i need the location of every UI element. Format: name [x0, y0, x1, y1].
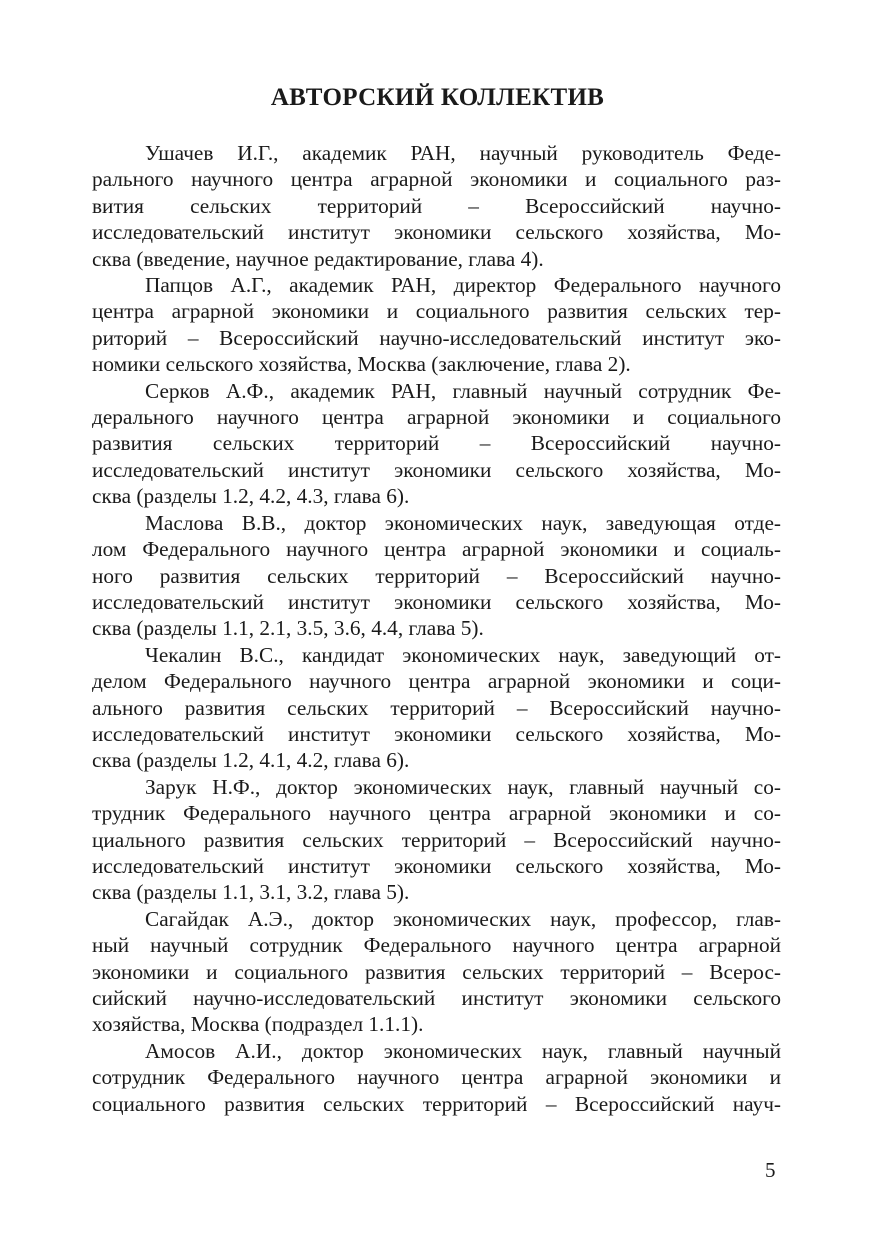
text-line: экономики и социального развития сельских территорий – Всерос-	[92, 959, 781, 984]
text-line: номики сельского хозяйства, Москва (заключение, глава 2).	[92, 352, 631, 377]
text-line: Сагайдак А.Э., доктор экономических наук, профессор, глав-	[145, 906, 781, 931]
author-paragraph	[92, 378, 781, 510]
text-line: риторий – Всероссийский научно-исследовательский институт эко-	[92, 325, 781, 350]
text-line: лом Федерального научного центра аграрной экономики и социаль-	[92, 537, 781, 562]
text-line: сква (разделы 1.2, 4.1, 4.2, глава 6).	[92, 748, 410, 773]
text-line: сотрудник Федерального научного центра аграрной экономики и	[92, 1065, 781, 1090]
text-line: исследовательский институт экономики сельского хозяйства, Мо-	[92, 853, 781, 878]
text-line: делом Федерального научного центра аграрной экономики и соци-	[92, 669, 781, 694]
author-paragraph	[92, 642, 781, 774]
text-line: Папцов А.Г., академик РАН, директор Федерального научного	[145, 273, 781, 298]
text-line: исследовательский институт экономики сельского хозяйства, Мо-	[92, 220, 781, 245]
text-line: исследовательский институт экономики сельского хозяйства, Мо-	[92, 457, 781, 482]
authors-list	[92, 140, 781, 1117]
page-number: 5	[765, 1158, 776, 1182]
text-line: сийский научно-исследовательский институт экономики сельского	[92, 986, 781, 1010]
text-line: Амосов А.И., доктор экономических наук, главный научный	[145, 1038, 781, 1063]
text-line: исследовательский институт экономики сельского хозяйства, Мо-	[92, 721, 781, 746]
text-line: хозяйства, Москва (подраздел 1.1.1).	[92, 1012, 424, 1037]
author-paragraph	[92, 774, 781, 906]
author-paragraph	[92, 272, 781, 378]
text-line: дерального научного центра аграрной экономики и социального	[92, 405, 781, 430]
text-line: Зарук Н.Ф., доктор экономических наук, главный научный со-	[145, 774, 781, 799]
text-line: Серков А.Ф., академик РАН, главный научный сотрудник Фе-	[145, 378, 781, 403]
author-paragraph	[92, 140, 781, 272]
text-line: ального развития сельских территорий – Всероссийский научно-	[92, 695, 781, 720]
text-line: ный научный сотрудник Федерального научного центра аграрной	[92, 933, 781, 958]
page-title: АВТОРСКИЙ КОЛЛЕКТИВ	[270, 84, 605, 111]
text-line: социального развития сельских территорий – Всероссийский науч-	[92, 1091, 781, 1116]
text-line: Чекалин В.С., кандидат экономических наук, заведующий от-	[145, 642, 781, 667]
author-paragraph	[92, 1038, 781, 1117]
text-line: Ушачев И.Г., академик РАН, научный руководитель Феде-	[145, 141, 781, 165]
text-line: сква (разделы 1.1, 3.1, 3.2, глава 5).	[92, 880, 410, 905]
text-line: сква (разделы 1.2, 4.2, 4.3, глава 6).	[92, 484, 410, 509]
author-paragraph	[92, 906, 781, 1038]
text-line: трудник Федерального научного центра аграрной экономики и со-	[92, 801, 781, 826]
author-paragraph	[92, 510, 781, 642]
text-line: сква (введение, научное редактирование, глава 4).	[92, 246, 544, 271]
text-line: сква (разделы 1.1, 2.1, 3.5, 3.6, 4.4, глава 5).	[92, 616, 484, 641]
text-line: развития сельских территорий – Всероссийский научно-	[92, 431, 781, 456]
text-line: центра аграрной экономики и социального развития сельских тер-	[92, 299, 781, 324]
text-line: рального научного центра аграрной экономики и социального раз-	[92, 167, 781, 192]
text-line: циального развития сельских территорий – Всероссийский научно-	[92, 827, 781, 852]
text-line: ного развития сельских территорий – Всероссийский научно-	[92, 563, 781, 588]
text-line: Маслова В.В., доктор экономических наук, заведующая отде-	[145, 510, 781, 535]
text-line: исследовательский институт экономики сельского хозяйства, Мо-	[92, 589, 781, 614]
text-line: вития сельских территорий – Всероссийский научно-	[92, 193, 781, 218]
